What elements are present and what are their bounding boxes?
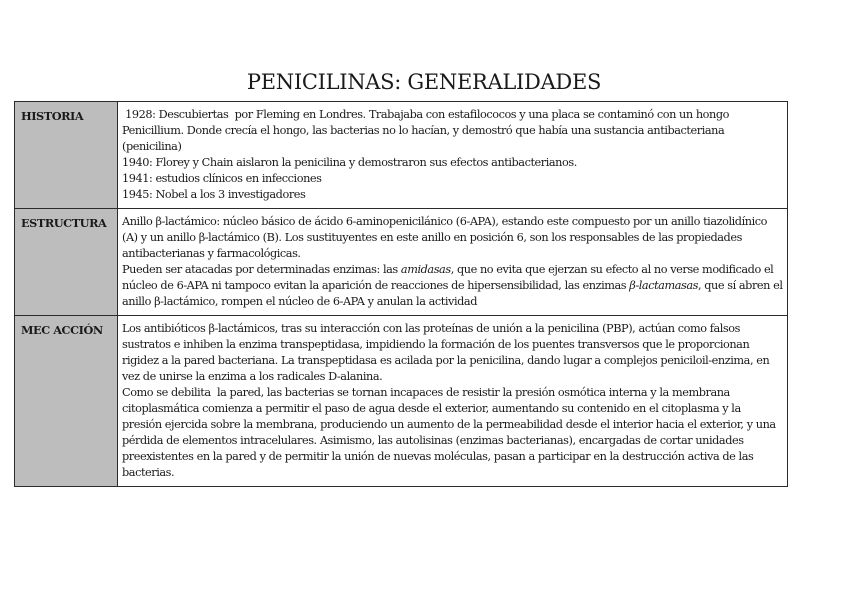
table-row-mec-accion	[15, 316, 788, 487]
estructura-paragraph-1: Anillo β-lactámico: núcleo básico de ácido 6-aminopenicilánico (6-APA), estando este compuesto por un anillo tiazolidínico (A) y un anillo β-lactámico (B). Los sustituyentes en este anillo en posición 6, son los responsables de las propiedades antibacterianas y farmacológicas.	[122, 215, 767, 260]
betalactamasas-term: β-lactamasas	[629, 279, 698, 292]
page-title: PENICILINAS: GENERALIDADES	[246, 70, 602, 94]
table-row-historia	[15, 102, 788, 209]
row-content-mec-accion	[118, 316, 788, 487]
estructura-paragraph-2	[122, 262, 783, 310]
row-label-estructura: ESTRUCTURA	[15, 209, 118, 316]
historia-line-1941: 1941: estudios clínicos en infecciones	[122, 172, 322, 185]
estructura-text-a: Pueden ser atacadas por determinadas enzimas: las	[122, 263, 401, 276]
historia-line-1928: 1928: Descubiertas por Fleming en Londres. Trabajaba con estafilococos y una placa se contaminó con un hongo Penicillium. Donde crecía el hongo, las bacterias no lo hacían, y demostró que había una sustancia antibacteriana (penicilina)	[122, 108, 733, 153]
mec-accion-paragraph-2: Como se debilita la pared, las bacterias se tornan incapaces de resistir la presión osmótica interna y la membrana citoplasmática comienza a permitir el paso de agua desde el exterior, aumentando su contenido en el citoplasma y la presión ejercida sobre la membrana, produciendo un aumento de la permeabilidad desde el interior hacia el exterior, y una pérdida de elementos intracelulares. Asimismo, las autolisinas (enzimas bacterianas), encargadas de cortar unidades preexistentes en la pared y de permitir la unión de nuevas moléculas, pasan a participar en la destrucción activa de las bacterias.	[122, 386, 779, 479]
row-content-estructura	[118, 209, 788, 316]
row-label-historia: HISTORIA	[15, 102, 118, 209]
historia-line-1940: 1940: Florey y Chain aislaron la penicilina y demostraron sus efectos antibacterianos.	[122, 156, 577, 169]
row-label-mec-accion: MEC ACCIÓN	[15, 316, 118, 487]
historia-line-1945: 1945: Nobel a los 3 investigadores	[122, 188, 306, 201]
estructura-text-b: , que no evita que ejerzan su efecto al no verse modificado el núcleo de 6-APA ni tampoco evitan la aparición de reacciones de hipersensibilidad, las enzimas	[122, 263, 774, 292]
amidasas-term: amidasas	[400, 263, 451, 276]
row-content-historia	[118, 102, 788, 209]
mec-accion-paragraph-1: Los antibióticos β-lactámicos, tras su interacción con las proteínas de unión a la penicilina (PBP), actúan como falsos sustratos e inhiben la enzima transpeptidasa, impidiendo la formación de los puentes transversos que le proporcionan rigidez a la pared bacteriana. La transpeptidasa es acilada por la penicilina, dando lugar a complejos peniciloil-enzima, en vez de unirse la enzima a los radicales D-alanina.	[122, 322, 770, 383]
table-row-estructura	[15, 209, 788, 316]
estructura-text-c: , que sí abren el anillo β-lactámico, rompen el núcleo de 6-APA y anulan la actividad	[122, 279, 783, 308]
generalidades-table	[14, 101, 788, 487]
